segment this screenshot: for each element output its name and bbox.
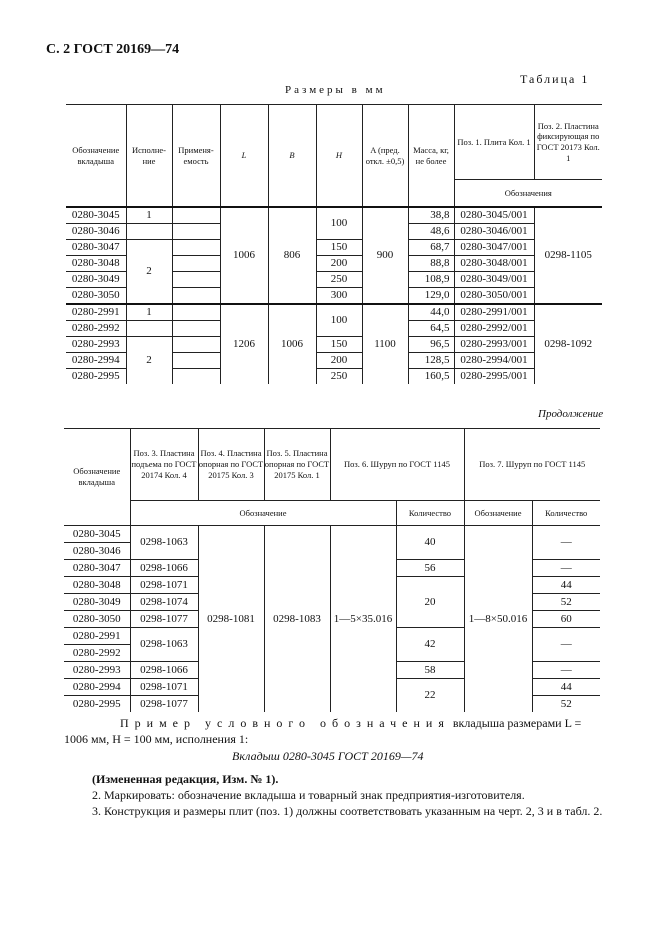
mass-value: 44,0 [408, 304, 454, 321]
table-row-id: 0280-2993 [66, 337, 126, 353]
pos6-value: 1—5×35.016 [330, 526, 396, 713]
mass-value: 108,9 [408, 272, 454, 288]
pos3-value: 0298-1077 [130, 611, 198, 628]
H-value: 250 [316, 272, 362, 288]
mass-value: 64,5 [408, 321, 454, 337]
notes [64, 772, 604, 819]
table-row-id: 0280-3045 [66, 207, 126, 224]
sizes-caption: Размеры в мм [285, 84, 386, 96]
header-A: A (пред. откл. ±0,5) [362, 105, 408, 208]
H-value: 150 [316, 240, 362, 256]
L-value: 1206 [220, 304, 268, 384]
H-value: 300 [316, 288, 362, 305]
H-value: 250 [316, 369, 362, 385]
qty7-value: 44 [532, 679, 600, 696]
example-text: вкладыша размерами L = 1006 мм, H = 100 мм, исполнения 1: [64, 716, 582, 746]
table-row-id: 0280-3050 [64, 611, 130, 628]
qty7-value: 52 [560, 697, 572, 710]
pos3-value: 0298-1066 [130, 662, 198, 679]
page-header: С. 2 ГОСТ 20169—74 [46, 42, 180, 57]
pos3-value: 0298-1071 [130, 577, 198, 594]
qty6-value: 58 [396, 662, 464, 679]
execution-cell: 2 [126, 337, 172, 385]
table-row-id: 0280-3048 [66, 256, 126, 272]
header-designation7: Обозначение [464, 500, 532, 525]
header-designation: Обозначение вкладыша [66, 105, 126, 208]
note-2: 2. Маркировать: обозначение вкладыша и товарный знак предприятия-изготовителя. [92, 787, 525, 802]
table-row-id: 0280-2994 [64, 679, 130, 696]
table-row-id: 0280-2993 [64, 662, 130, 679]
pos3-value: 0298-1077 [130, 696, 198, 713]
qty7-value: 52 [532, 594, 600, 611]
table-row-id: 0280-3048 [64, 577, 130, 594]
execution-cell: 1 [126, 304, 172, 321]
mass-value: 68,7 [408, 240, 454, 256]
table-row-id: 0280-2991 [64, 628, 130, 645]
table-1-continuation [64, 428, 600, 712]
table-row-id: 0280-2992 [64, 645, 130, 662]
pos1-value: 0280-3045/001 [454, 207, 534, 224]
pos1-value: 0280-3048/001 [454, 256, 534, 272]
pos1-value: 0280-2991/001 [454, 304, 534, 321]
table-title: Таблица 1 [520, 72, 590, 86]
header-designation: Обозначение вкладыша [64, 429, 130, 526]
mass-value: 96,5 [408, 337, 454, 353]
pos7-value: 1—8×50.016 [464, 526, 532, 713]
B-value: 806 [268, 207, 316, 304]
header-execution: Исполне-ние [126, 105, 172, 208]
H-value: 150 [316, 337, 362, 353]
header-designation-sub: Обозначение [130, 500, 396, 525]
table-row-id: 0280-3046 [66, 224, 126, 240]
table-row-id: 0280-3049 [66, 272, 126, 288]
H-value: 200 [316, 353, 362, 369]
header-pos2: Поз. 2. Пластина фиксирующая по ГОСТ 20173 Кол. 1 [534, 105, 602, 180]
mass-value: 129,0 [408, 288, 454, 305]
pos2-value: 0298-1105 [534, 207, 602, 304]
qty7-value: — [532, 662, 600, 679]
A-value: 1100 [362, 304, 408, 384]
L-value: 1006 [220, 207, 268, 304]
note-3: 3. Конструкция и размеры плит (поз. 1) должны соответствовать указанным на черт. 2, 3 и в табл. 2. [92, 803, 603, 818]
header-pos1: Поз. 1. Плита Кол. 1 [454, 105, 534, 180]
table-row-id: 0280-2995 [66, 369, 126, 385]
header-pos4: Поз. 4. Пластина опорная по ГОСТ 20175 Кол. 3 [198, 429, 264, 501]
mass-value: 128,5 [408, 353, 454, 369]
table-row-id: 0280-3047 [64, 560, 130, 577]
header-pos3: Поз. 3. Пластина подъема по ГОСТ 20174 Кол. 4 [130, 429, 198, 501]
mass-value: 160,5 [408, 369, 454, 385]
pos1-value: 0280-3050/001 [454, 288, 534, 305]
table-row-id: 0280-3047 [66, 240, 126, 256]
header-pos6: Поз. 6. Шуруп по ГОСТ 1145 [330, 429, 464, 501]
header-applicability: Применя-емость [172, 105, 220, 208]
table-1 [66, 104, 602, 384]
mass-value: 38,8 [408, 207, 454, 224]
qty6-value: 20 [396, 577, 464, 628]
table-row-id: 0280-2992 [66, 321, 126, 337]
qty6-value: 56 [396, 560, 464, 577]
pos3-value: 0298-1066 [130, 560, 198, 577]
qty6-value: 40 [396, 526, 464, 560]
header-mass: Масса, кг, не более [408, 105, 454, 208]
header-H: H [316, 105, 362, 208]
pos1-value: 0280-2995/001 [454, 369, 534, 385]
amendment-note: (Измененная редакция, Изм. № 1). [92, 772, 279, 786]
table-row-id: 0280-2991 [66, 304, 126, 321]
table-row-id: 0280-2995 [64, 696, 130, 713]
qty7-value: 44 [532, 577, 600, 594]
table-row-id: 0280-3045 [64, 526, 130, 543]
pos4-value: 0298-1081 [198, 526, 264, 713]
H-value: 100 [316, 304, 362, 337]
example-heading: Пример условного обозначения [120, 716, 450, 730]
mass-value: 88,8 [408, 256, 454, 272]
pos3-value: 0298-1074 [130, 594, 198, 611]
header-quantity7: Количество [532, 500, 600, 525]
A-value: 900 [362, 207, 408, 304]
qty7-value: 60 [532, 611, 600, 628]
header-pos5: Поз. 5. Пластина опорная по ГОСТ 20175 Кол. 1 [264, 429, 330, 501]
designation-example [64, 716, 604, 747]
execution-cell: 2 [126, 240, 172, 305]
pos3-value: 0298-1063 [130, 526, 198, 560]
H-value: 200 [316, 256, 362, 272]
pos1-value: 0280-2992/001 [454, 321, 534, 337]
pos5-value: 0298-1083 [264, 526, 330, 713]
qty7-value: — [532, 560, 600, 577]
header-L: L [220, 105, 268, 208]
qty6-value: 22 [396, 679, 464, 713]
table-row-id: 0280-2994 [66, 353, 126, 369]
pos3-value: 0298-1063 [130, 628, 198, 662]
pos1-value: 0280-2993/001 [454, 337, 534, 353]
pos1-value: 0280-3046/001 [454, 224, 534, 240]
table-row-id: 0280-3046 [64, 543, 130, 560]
header-B: B [268, 105, 316, 208]
pos1-value: 0280-3049/001 [454, 272, 534, 288]
header-designations: Обозначения [454, 180, 602, 208]
table-row-id: 0280-3049 [64, 594, 130, 611]
table-row-id: 0280-3050 [66, 288, 126, 305]
qty7-value: — [532, 526, 600, 560]
execution-cell: 1 [126, 207, 172, 224]
B-value: 1006 [268, 304, 316, 384]
pos3-value: 0298-1071 [130, 679, 198, 696]
header-pos7: Поз. 7. Шуруп по ГОСТ 1145 [464, 429, 600, 501]
continuation-label: Продолжение [538, 408, 604, 420]
pos1-value: 0280-3047/001 [454, 240, 534, 256]
H-value: 100 [316, 207, 362, 240]
example-formula: Вкладыш 0280-3045 ГОСТ 20169—74 [232, 749, 424, 763]
pos2-value: 0298-1092 [534, 304, 602, 384]
mass-value: 48,6 [408, 224, 454, 240]
pos1-value: 0280-2994/001 [454, 353, 534, 369]
header-quantity6: Количество [396, 500, 464, 525]
qty6-value: 42 [396, 628, 464, 662]
qty7-value: — [532, 628, 600, 662]
